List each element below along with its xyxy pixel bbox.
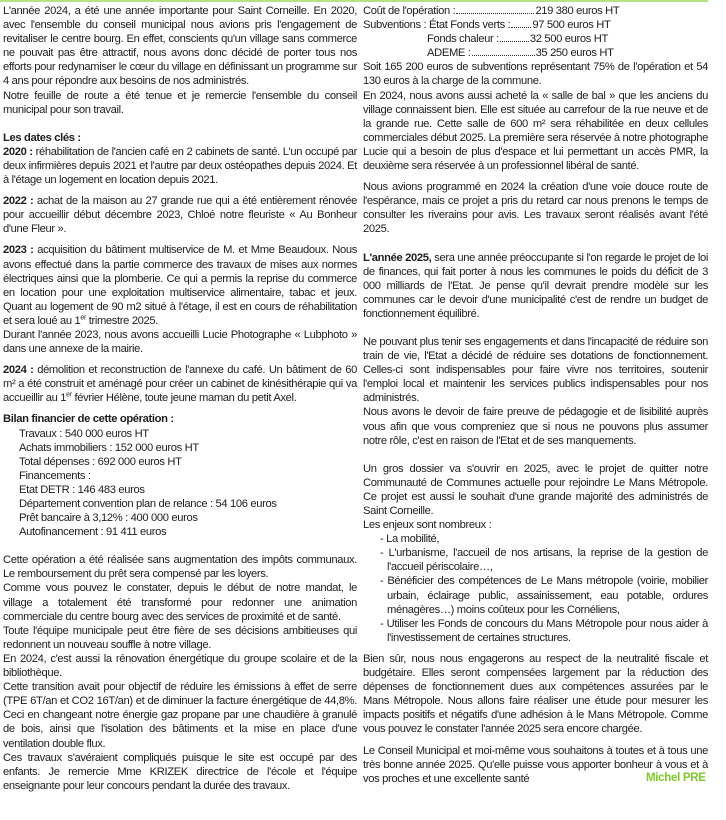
ademe-value: 35 250 euros HT [535,47,614,60]
paragraph: Toute l'équipe municipale peut être fière de ses décisions ambitieuses qui redonnent un nouveau souffle à notre village. [3,624,357,651]
subvention-label: Subventions : État Fonds verts : [363,19,511,32]
top-rule [0,0,708,2]
paragraph: En 2024, c'est aussi la rénovation énergétique du groupe scolaire et de la bibliothèque. [3,652,357,680]
date-2023: 2023 : acquisition du bâtiment multiservice de M. et Mme Beaudoux. Nous avons effectué dans la partie commerce des travaux de mises aux normes électriques ainsi que la plomberie. Ce qui a permis la reprise du commerce en location pour une exploitation multiservice alimentaire, tabac et jeux. Quant au logement de 90 m2 situé à l'étage, il est en cours de réhabilitation et sera loué au 1er trimestre 2025. [3,244,358,327]
date-2022: 2022 : achat de la maison au 27 grande rue qui a été entièrement rénovée pour accueillir début décembre 2023, Chloé notre fleuriste « Au Bonheur d'une Fleur ». [3,195,358,236]
enjeux-item: - L'urbanisme, l'accueil de nos artisans, la reprise de la gestion de l'accueil périscolaire…, [380,547,708,574]
date-2024: 2024 : démolition et reconstruction de l'annexe du café. Un bâtiment de 60 m² a été construit et aménagé pour créer un cabinet de kinésithérapie qui va accueillir au 1er février Hélène, toute jeune maman du petit Axel. [3,364,358,405]
signature: Michel PRE [646,772,706,784]
leader-dots [500,32,529,42]
paragraph: Comme vous pouvez le constater, depuis le début de notre mandat, le village a totalement été transformé pour redonner une animation commerciale du centre bourg avec des services de proximité et de santé. [3,582,357,623]
intro-thanks: Notre feuille de route a été tenue et je remercie l'ensemble du conseil municipal pour son travail. [3,89,357,116]
subvention-value: 97 500 euros HT [532,19,611,32]
dates-heading: Les dates clés : [3,131,81,144]
bilan-heading: Bilan financier de cette opération : [3,413,174,426]
intro-paragraph: L'année 2024, a été une année importante pour Saint Corneille. En 2020, avec l'ensemble du conseil municipal nous avions pris l'engagement de revitaliser le centre bourg. En effet, conscients qu'un village sans commerce ne pouvait pas être attractif, nous avons donc décidé de porter tous nos efforts pour redynamiser le cœur du village en définissant un programme sur 4 ans pour répondre aux besoins de nos administrés. [3,5,357,88]
subventions-summary: Soit 165 200 euros de subventions représentant 75% de l'opération et 54 130 euros à la charge de la commune. [363,61,708,88]
dossier-paragraph: Un gros dossier va s'ouvrir en 2025, avec le projet de quitter notre Communauté de Communes actuelle pour rejoindre Le Mans Métropole. Ce projet est aussi le souhait d'une grande majorité des administrés de Saint Corneille. [363,462,708,517]
bilan-item: Financements : [19,469,91,482]
voie-douce-paragraph: Nous avions programmé en 2024 la création d'une voie douce route de l'espérance, mais ce projet a pris du retard car nous prenons le temps de consulter les riverains pour avis. Les travaux seront réalisés avant l'été 2025. [363,181,708,236]
cost-row [363,4,708,18]
right-column [363,4,708,786]
bilan-item: Achats immobiliers : 152 000 euros HT [19,441,199,454]
paragraph: Ces travaux s'avéraient compliqués puisque le site est occupé par des enfants. Je remercie Mme KRIZEK directrice de l'école et l'équipe enseignante pour leur concours pendant la durée des travaux. [3,751,357,792]
devoir-paragraph: Nous avons le devoir de faire preuve de pédagogie et de lisibilité auprès vous afin que vous compreniez que si nous ne pouvons plus assumer notre rôle, c'est en raison de l'Etat et de ses manquements. [363,406,708,447]
cost-label: Coût de l'opération : [363,5,456,17]
ademe-row [363,46,708,60]
bilan-item: Travaux : 540 000 euros HT [19,427,149,440]
bilan-item: Département convention plan de relance : 54 106 euros [19,498,277,510]
etat-paragraph: Ne pouvant plus tenir ses engagements et dans l'incapacité de réduire son train de vie, l'Etat a décidé de réduire ses dotations de fonctionnement. Celles-ci sont indispensables pour faire vivre nos territoires, soutenir l'emploi local et maintenir les services publics indispensables pour nos administrés. [363,335,708,405]
enjeux-item: - Utiliser les Fonds de concours du Mans Métropole pour nous aider à l'investissement de certaines structures. [380,617,708,644]
ademe-label: ADEME : [427,47,471,60]
voeux-paragraph: Le Conseil Municipal et moi-même vous souhaitons à toutes et à tous une très bonne année 2025. Qu'elle puisse vous apporter bonheur à vous et à vos proches et une excellente santé [363,744,708,785]
fonds-chaleur-row [363,32,708,46]
bilan-list [3,427,357,540]
bilan-item: Prêt bancaire à 3,12% : 400 000 euros [19,512,198,525]
neutralite-paragraph: Bien sûr, nous nous engagerons au respect de la neutralité fiscale et budgétaire. Elles seront compensées largement par la réduction des dépenses de fonctionnement dues aux compétences assurées par le Mans Métropole. Nous allons faire réaliser une étude pour mesurer les impacts positifs et négatifs d'une adhésion à le Mans Métropole. Comme vous pouvez le constater l'année 2025 sera encore chargée. [363,652,708,736]
annee-2025-paragraph: L'année 2025, sera une année préoccupante si l'on regarde le projet de loi de finances, qui fait porter à nous les communes le poids du déficit de 3 000 milliards de l'Etat. Je pense qu'il devrait prendre modèle sur les communes car le devoir d'une municipalité c'est de rendre un budget de fonctionnement équilibré. [363,251,708,320]
fonds-chaleur-label: Fonds chaleur : [427,33,499,46]
fonds-chaleur-value: 32 500 euros HT [529,33,608,46]
subvention-row [363,18,708,32]
left-column [3,4,357,793]
date-2023-extra: Durant l'année 2023, nous avons accueilli Lucie Photographe « Lubphoto » dans une annexe de la mairie. [3,328,357,356]
bilan-item: Autofinancement : 91 411 euros [19,526,167,539]
bilan-item: Etat DETR : 146 483 euros [19,483,145,496]
date-2020: 2020 : réhabilitation de l'ancien café en 2 cabinets de santé. L'un occupé par deux infirmières depuis 2021 et l'autre par deux ostéopathes depuis 2024. Et à l'étage un logement en location depuis 2021. [3,145,357,187]
paragraph: Cette transition avait pour objectif de réduire les émissions à effet de serre (TPE 6T/an et CO2 16T/an) et de diminuer la facture énergétique de 44,8%. Ceci en changeant notre énergie gaz propane par une chaudière à granulé de bois, ainsi que l'isolation des bâtiments et la mise en place d'une ventilation double flux. [3,681,357,750]
enjeux-item: - La mobilité, [380,533,440,546]
enjeux-item: - Bénéficier des compétences de Le Mans métropole (voirie, mobilier urbain, éclairage public, assainissement, eau potable, ordures ménagères…) moins coûteux pour les Cornéliens, [380,575,708,616]
leader-dots [456,4,534,14]
leader-dots [511,18,531,28]
leader-dots [472,46,535,56]
salle-de-bal-paragraph: En 2024, nous avons aussi acheté la « salle de bal » que les anciens du village connaissent bien. Elle est située au carrefour de la rue neuve et de la grande rue. Cette salle de 600 m² sera réhabilitée en deux cellules commerciales début 2025. La première sera réservée à notre photographe Lucie qui a besoin de plus d'espace et lui permettant un accès PMR, la deuxième sera réservée à un professionnel libéral de santé. [363,89,708,173]
paragraph: Cette opération a été réalisée sans augmentation des impôts communaux. Le remboursement du prêt sera compensé par les loyers. [3,554,357,581]
bilan-item: Total dépenses : 692 000 euros HT [19,455,182,468]
enjeux-list [363,532,708,645]
cost-value: 219 380 euros HT [535,5,620,17]
enjeux-heading: Les enjeux sont nombreux : [363,519,492,532]
